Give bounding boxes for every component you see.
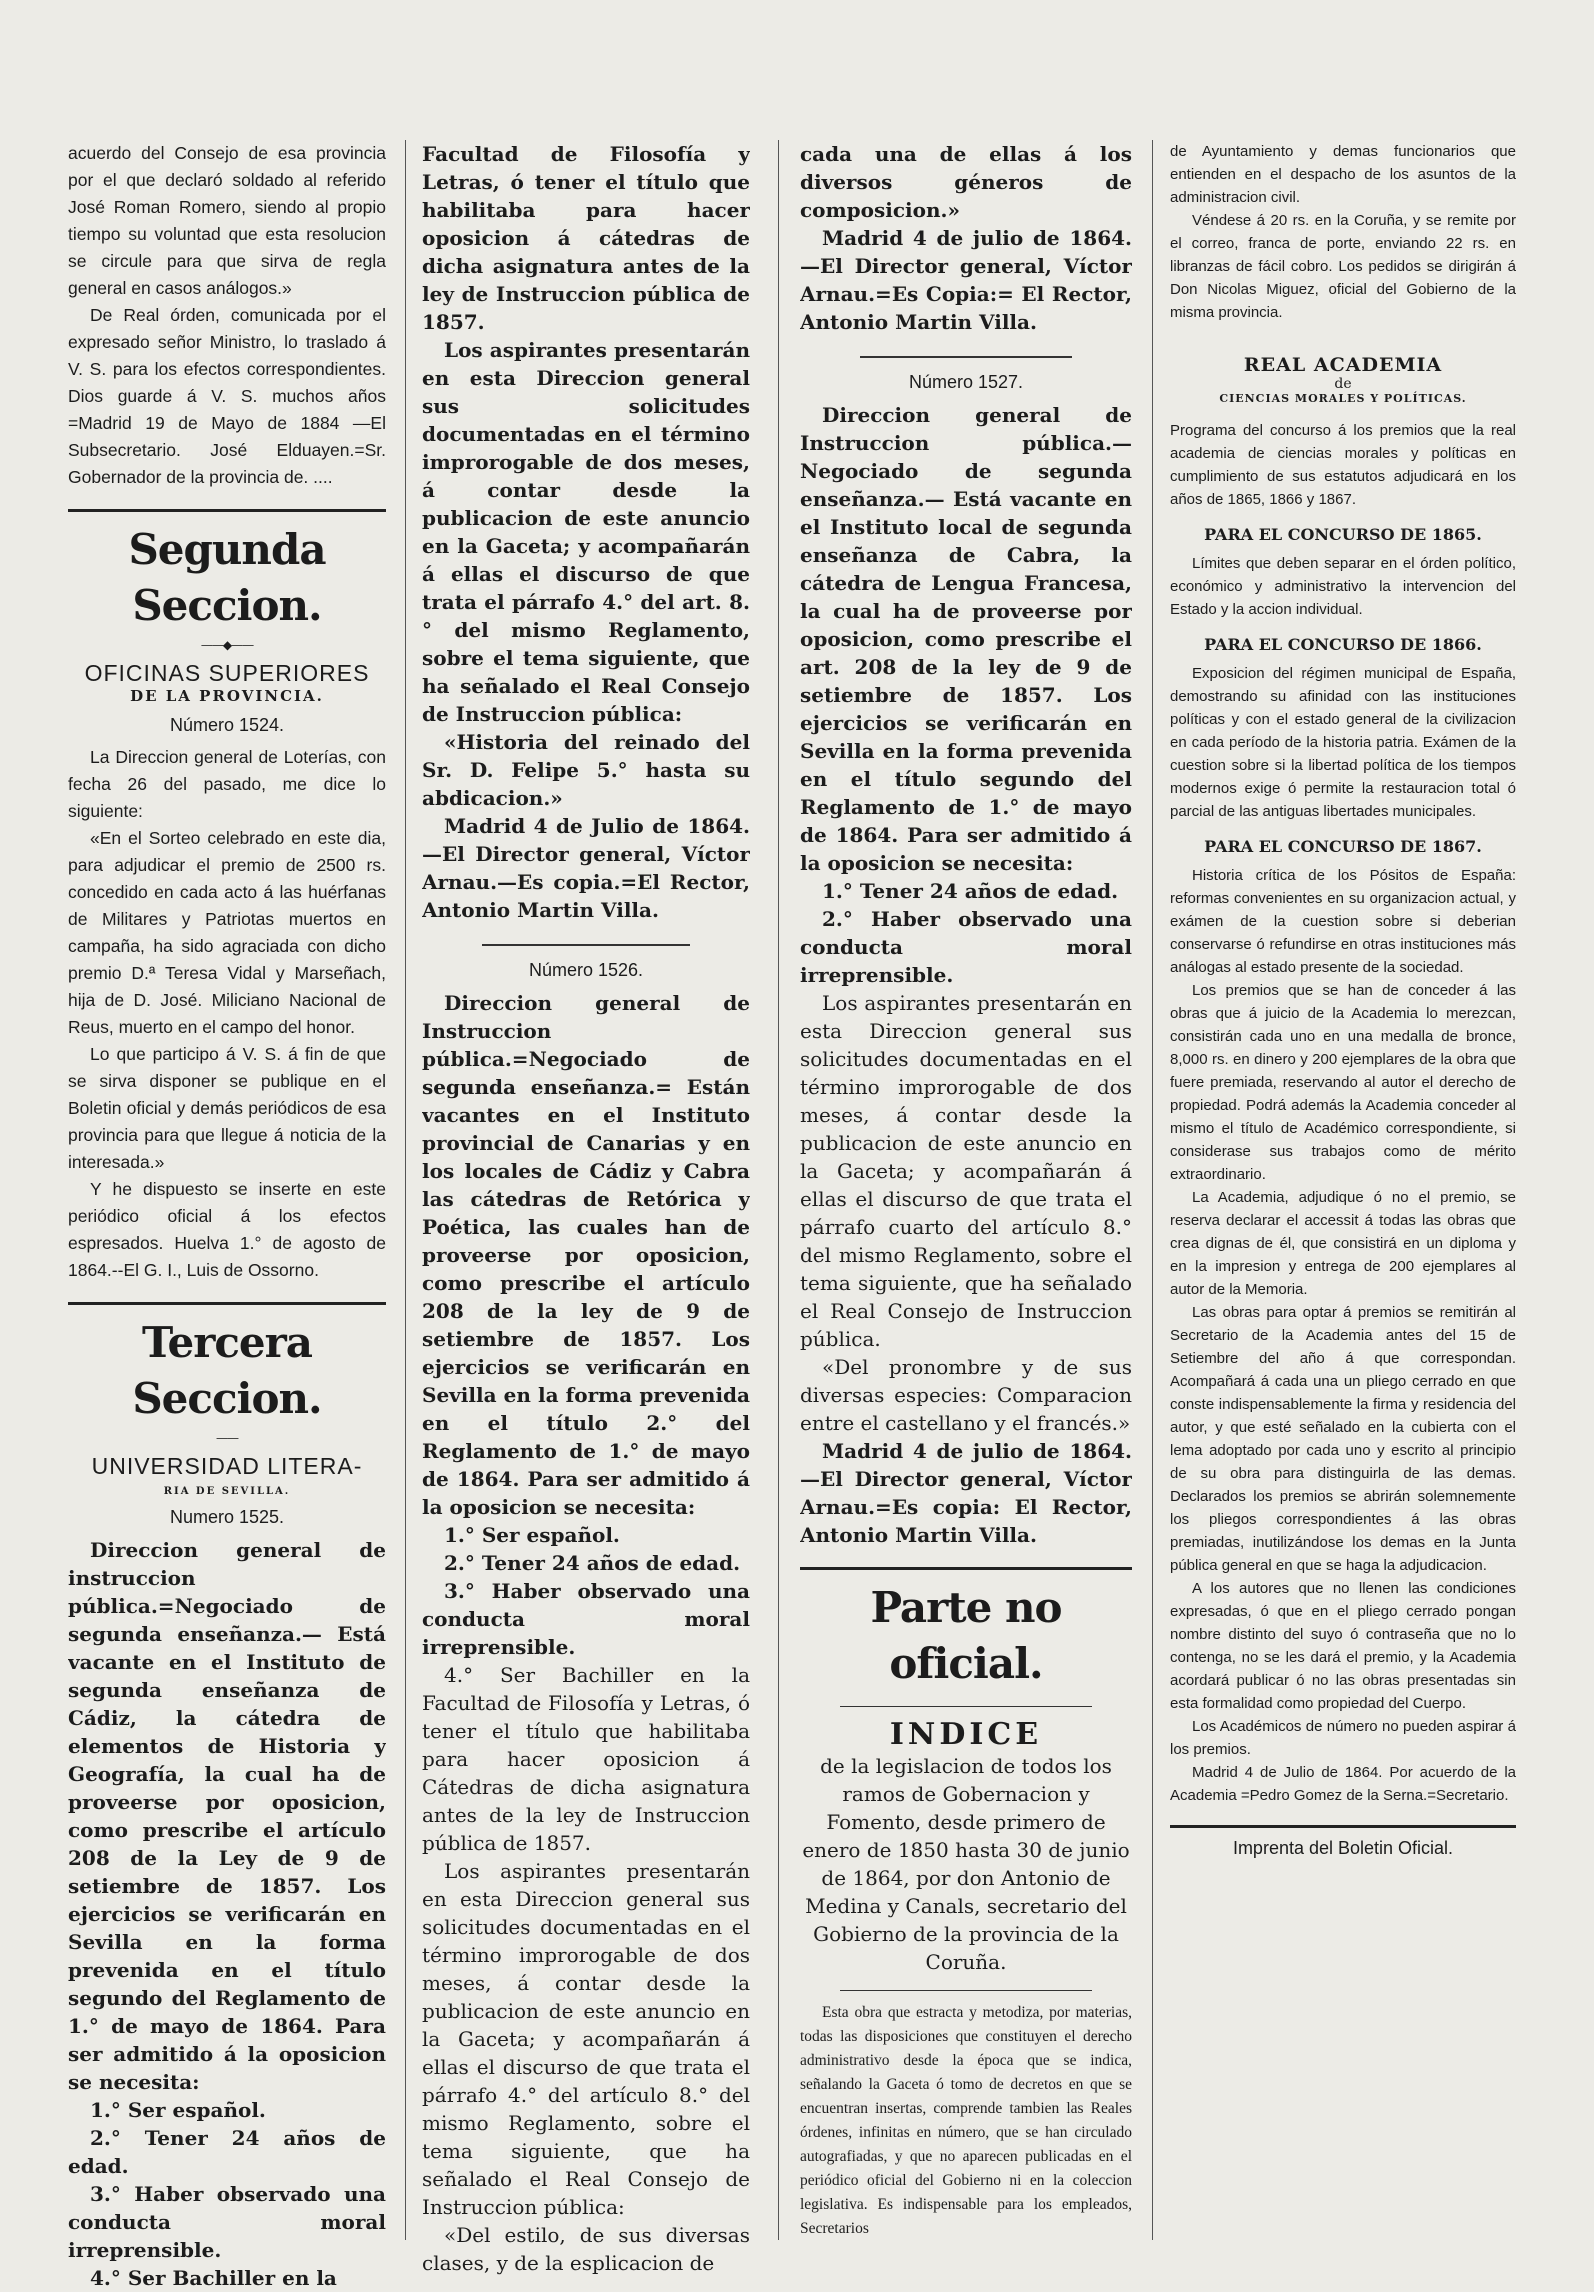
program-intro: Programa del concurso á los premios que la real academia de ciencias morales y políticas en cumplimiento de sus estatutos adjudicará en los años de 1865, 1866 y 1867. — [1170, 422, 1516, 508]
academy-title: REAL ACADEMIA — [1243, 354, 1443, 376]
paragraph: cada una de ellas á los diversos géneros de composicion.» — [800, 142, 1132, 222]
column-divider — [1152, 140, 1153, 2240]
divider — [1170, 1825, 1516, 1828]
section-subheader: DE LA PROVINCIA. — [130, 687, 324, 705]
ornament-divider: ——◆—— — [200, 638, 254, 652]
divider — [840, 1990, 1092, 1991]
paragraph: La Academia, adjudique ó no el premio, se reserva declarar el accessit á todas las obras que crea dignas de él, que consistirá en un diploma y en la impresion y entrega de 200 ejemplares al autor de la Memoria. — [1170, 1189, 1516, 1298]
paragraph: Los aspirantes presentarán en esta Direccion general sus solicitudes documentadas en el término improrogable de dos meses, á contar desde la publicacion de este anuncio en la Gaceta; y acompañarán á ellas el discurso de que trata el párrafo 4.° del art. 8.° del mismo Reglamento, sobre el tema siguiente, que ha señalado el Real Consejo de Instruccion pública: — [422, 338, 750, 726]
contest-heading: PARA EL CONCURSO DE 1866. — [1204, 635, 1482, 654]
paragraph: Direccion general de Instruccion pública.=Negociado de segunda enseñanza.= Están vacantes en el Instituto provincial de Canarias y en los locales de Cádiz y Cabra las cátedras de Retórica y Poética, las cuales han de proveerse por oposicion, como prescribe el artículo 208 de la ley de 9 de setiembre de 1857. Los ejercicios se verificarán en Sevilla en la forma prevenida en el título 2.° del Reglamento de 1.° de mayo de 1864. Para ser admitido á la oposicion se necesita: — [422, 991, 750, 1519]
ornament-divider: —— — [216, 1431, 238, 1445]
paragraph: Madrid 4 de Julio de 1864. Por acuerdo de la Academia =Pedro Gomez de la Serna.=Secretario. — [1170, 1764, 1516, 1804]
requirement-item: 2.° Tener 24 años de edad. — [444, 1551, 741, 1575]
paragraph: Los aspirantes presentarán en esta Direccion general sus solicitudes documentadas en el término improrogable de dos meses, á contar desde la publicacion de este anuncio en la Gaceta; y acompañarán á ellas el discurso de que trata el párrafo 4.° del artículo 8.° del mismo Reglamento, sobre el tema siguiente, que ha señalado el Real Consejo de Instruccion pública: — [422, 1859, 750, 2219]
academy-de: de — [1334, 376, 1352, 392]
paragraph: La Direccion general de Loterías, con fecha 26 del pasado, me dice lo siguiente: — [68, 747, 386, 821]
paragraph: Y he dispuesto se inserte en este periódico oficial á los efectos espresados. Huelva 1.° de agosto de 1864.--El G. I., Luis de Ossorno. — [68, 1179, 386, 1280]
paragraph: Véndese á 20 rs. en la Coruña, y se remite por el correo, franca de porte, enviando 22 rs. en libranzas de fácil cobro. Los pedidos se dirigirán á Don Nicolas Miguez, oficial del Gobierno de la misma provincia. — [1170, 212, 1516, 321]
paragraph: Facultad de Filosofía y Letras, ó tener el título que habilitaba para hacer oposicion á cátedras de dicha asignatura antes de la ley de Instruccion pública de 1857. — [422, 142, 750, 334]
index-description: de la legislacion de todos los ramos de Gobernacion y Fomento, desde primero de enero de 1850 hasta 30 de junio de 1864, por don Antonio de Medina y Canals, secretario del Gobierno de la provincia de la Coruña. — [802, 1754, 1130, 1974]
divider — [68, 1302, 386, 1305]
paragraph: Las obras para optar á premios se remitirán al Secretario de la Academia antes del 15 de Setiembre del año á que correspondan. Acompañará á cada una un pliego cerrado en que conste indispensablemente la firma y residencia del autor, y que esté señalado en la cubierta con el lema adoptado por cada uno y escrito al principio de su obra para distinguirla de las demas. Declarados los premios se abrirán solemnemente los pliegos correspondientes á las obras premiadas, inutilizándose los demas en la Junta pública general en que se haga la adjudicacion. — [1170, 1304, 1516, 1574]
notice-number: Número 1527. — [908, 372, 1024, 392]
imprint-footer: Imprenta del Boletin Oficial. — [1232, 1838, 1454, 1858]
academy-subtitle: CIENCIAS MORALES Y POLÍTICAS. — [1219, 392, 1467, 405]
paragraph: A los autores que no llenen las condiciones expresadas, ó que en el pliego cerrado pongan nombre distinto del suyo ó contraseña que no lo contenga, no se les dará el premio, y la Academia acordará publicar ó no las obras presentadas sin esta formalidad como propiedad del Cuerpo. — [1170, 1580, 1516, 1712]
column-3 — [800, 140, 1132, 2241]
paragraph: Esta obra que estracta y metodiza, por materias, todas las disposiciones que constituyen el derecho administrativo desde la época que se indica, señalando la Gaceta ó tomo de decretos en que se encuentran insertas, comprende tambien las Reales órdenes, infinitas en número, que se han circulado autografiadas, y que no aparecen publicadas en el periódico oficial del Gobierno ni en la coleccion legislativa. Es indispensable para los empleados, Secretarios — [800, 2004, 1132, 2237]
paragraph: Los Académicos de número no pueden aspirar á los premios. — [1170, 1718, 1516, 1758]
paragraph: acuerdo del Consejo de esa provincia por el que declaró soldado al referido José Roman Romero, siendo al propio tiempo su voluntad que esta resolucion se circule para que sirva de regla general en casos análogos.» — [68, 143, 386, 298]
divider — [860, 356, 1072, 358]
requirement-item: 3.° Haber observado una conducta moral irreprensible. — [422, 1579, 750, 1659]
notice-number: Número 1524. — [169, 715, 285, 735]
column-divider — [405, 140, 406, 2240]
requirement-item: 4.° Ser Bachiller en la — [90, 2266, 337, 2290]
contest-topic: Límites que deben separar en el órden político, económico y administrativo la intervencion del Estado y la accion individual. — [1170, 555, 1516, 618]
requirement-item: 4.° Ser Bachiller en la Facultad de Filosofía y Letras, ó tener el título que habilitaba para hacer oposicion á Cátedras de dicha asignatura antes de la ley de Instruccion pública de 1857. — [422, 1663, 750, 1855]
section-header: UNIVERSIDAD LITERA- — [91, 1453, 363, 1479]
section-header: OFICINAS SUPERIORES — [84, 660, 370, 686]
requirement-item: 2.° Tener 24 años de edad. — [68, 2126, 386, 2178]
paragraph: Los aspirantes presentarán en esta Direccion general sus solicitudes documentadas en el término improrogable de dos meses, á contar desde la publicacion de este anuncio en la Gaceta; y acompañarán á ellas el discurso de que trata el párrafo cuarto del artículo 8.° del mismo Reglamento, sobre el tema siguiente, que ha señalado el Real Consejo de Instruccion pública. — [800, 991, 1132, 1351]
section-title: Segunda Seccion. — [128, 525, 326, 630]
paragraph: Direccion general de Instruccion pública.—Negociado de segunda enseñanza.— Está vacante en el Instituto local de segunda enseñanza de Cabra, la cátedra de Lengua Francesa, la cual ha de proveerse por oposicion, como prescribe el art. 208 de la ley de 9 de setiembre de 1857. Los ejercicios se verificarán en Sevilla en la forma prevenida en el título segundo del Reglamento de 1.° de mayo de 1864. Para ser admitido á la oposicion se necesita: — [800, 403, 1132, 875]
index-title: INDICE — [889, 1717, 1043, 1752]
divider — [482, 944, 690, 946]
section-title: Parte no oficial. — [870, 1583, 1062, 1688]
column-divider — [778, 140, 779, 2240]
paragraph: Madrid 4 de Julio de 1864.—El Director general, Víctor Arnau.—Es copia.=El Rector, Antonio Martin Villa. — [422, 814, 750, 922]
notice-number: Numero 1525. — [169, 1507, 285, 1527]
paragraph: Direccion general de instruccion pública.=Negociado de segunda enseñanza.— Está vacante en el Instituto de segunda enseñanza de Cádiz, la cátedra de elementos de Historia y Geografía, la cual ha de proveerse por oposicion, como prescribe el artículo 208 de la Ley de 9 de setiembre de 1857. Los ejercicios se verificarán en Sevilla en la forma prevenida en el título segundo del Reglamento de 1.° de mayo de 1864. Para ser admitido á la oposicion se necesita: — [68, 1538, 386, 2094]
column-2 — [422, 140, 750, 2277]
contest-topic: Historia crítica de los Pósitos de España: reformas convenientes en su organizacion actual, y exámen de la cuestion sobre si deberian conservarse ó refundirse en otras instituciones más análogas al estado presente de la sociedad. — [1170, 867, 1516, 976]
contest-heading: PARA EL CONCURSO DE 1865. — [1204, 525, 1482, 544]
paragraph: «Historia del reinado del Sr. D. Felipe 5.° hasta su abdicacion.» — [422, 730, 750, 810]
notice-number: Número 1526. — [528, 960, 644, 980]
column-1 — [68, 140, 386, 2292]
column-4 — [1170, 140, 1516, 1859]
divider — [840, 1706, 1092, 1707]
paragraph: «Del pronombre y de sus diversas especies: Comparacion entre el castellano y el francés.» — [800, 1355, 1132, 1435]
contest-heading: PARA EL CONCURSO DE 1867. — [1204, 837, 1482, 856]
paragraph: «Del estilo, de sus diversas clases, y de la esplicacion de — [422, 2223, 750, 2275]
paragraph: Lo que participo á V. S. á fin de que se sirva disponer se publique en el Boletin oficial y demás periódicos de esa provincia para que llegue á noticia de la interesada.» — [68, 1044, 386, 1172]
paragraph: De Real órden, comunicada por el expresado señor Ministro, lo traslado á V. S. para los efectos correspondientes. Dios guarde á V. S. muchos años =Madrid 19 de Mayo de 1884 —El Subsecretario. José Elduayen.=Sr. Gobernador de la provincia de. .... — [68, 305, 386, 487]
requirement-item: 1.° Tener 24 años de edad. — [822, 879, 1119, 903]
section-subheader: RIA DE SEVILLA. — [163, 1486, 291, 1497]
contest-topic: Exposicion del régimen municipal de España, demostrando su afinidad con las instituciones políticas y con el estado general de la civilizacion en cada período de la historia patria. Exámen de la cuestion sobre si la libertad política de los tiempos modernos exige ó permite la restauracion total ó parcial de las antiguas libertades municipales. — [1170, 665, 1516, 820]
requirement-item: 2.° Haber observado una conducta moral irreprensible. — [800, 907, 1132, 987]
section-title: Tercera Seccion. — [132, 1318, 322, 1423]
divider — [800, 1567, 1132, 1570]
requirement-item: 1.° Ser español. — [444, 1523, 620, 1547]
requirement-item: 1.° Ser español. — [90, 2098, 266, 2122]
paragraph: de Ayuntamiento y demas funcionarios que entienden en el despacho de los asuntos de la administracion civil. — [1170, 143, 1516, 206]
paragraph: Madrid 4 de julio de 1864.—El Director general, Víctor Arnau.=Es copia: El Rector, Antonio Martin Villa. — [800, 1439, 1132, 1547]
paragraph: Madrid 4 de julio de 1864.—El Director general, Víctor Arnau.=Es Copia:= El Rector, Antonio Martin Villa. — [800, 226, 1132, 334]
requirement-item: 3.° Haber observado una conducta moral irreprensible. — [68, 2182, 386, 2262]
divider — [68, 509, 386, 512]
paragraph: Los premios que se han de conceder á las obras que á juicio de la Academia lo merezcan, consistirán cada uno en una medalla de bronce, 8,000 rs. en dinero y 200 ejemplares de la obra que fuere premiada, reservando al autor el derecho de propiedad. Podrá además la Academia conceder al mismo el título de Académico correspondiente, si considerase sus trabajos como de mérito extraordinario. — [1170, 982, 1516, 1183]
paragraph: «En el Sorteo celebrado en este dia, para adjudicar el premio de 2500 rs. concedido en cada acto á las huérfanas de Militares y Patriotas muertos en campaña, ha sido agraciada con dicho premio D.ª Teresa Vidal y Marseñach, hija de D. José. Miliciano Nacional de Reus, muerto en el campo del honor. — [68, 828, 386, 1037]
